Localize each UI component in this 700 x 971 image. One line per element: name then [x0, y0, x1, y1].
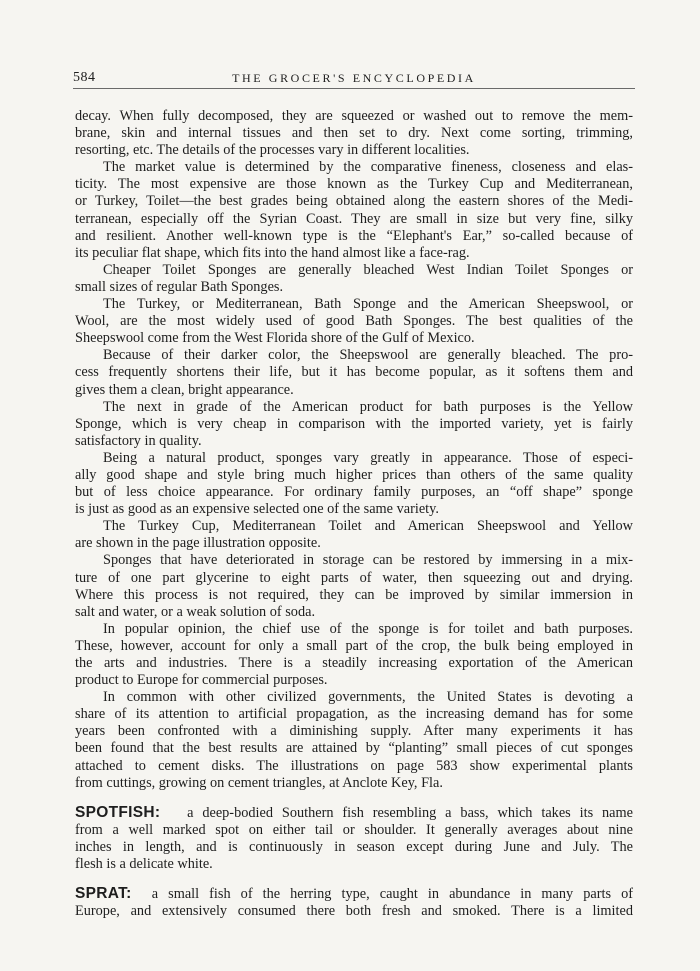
text-line: ticity. The most expensive are those known as the Turkey Cup and Mediterranean,	[75, 176, 633, 193]
text-line: The Turkey Cup, Mediterranean Toilet and American Sheepswool and Yellow	[103, 518, 633, 535]
text-line: product to Europe for commercial purposes.	[75, 672, 328, 689]
text-line: Where this process is not required, they can be improved by similar immersion in	[75, 586, 633, 603]
text-line: Cheaper Toilet Sponges are generally bleached West Indian Toilet Sponges or	[103, 261, 633, 278]
paragraph	[75, 347, 633, 398]
entry-term: SPOTFISH:	[75, 803, 161, 821]
text-line: ture of one part glycerine to eight parts of water, then squeezing out and drying.	[75, 569, 633, 586]
text-line: Because of their darker color, the Sheepswool are generally bleached. The pro-	[103, 347, 633, 364]
text-line: are shown in the page illustration opposite.	[75, 535, 321, 552]
text-line: the arts and industries. There is a steadily increasing exportation of the American	[75, 655, 633, 671]
entry-first-line	[75, 885, 633, 903]
text-line: but of less choice appearance. For ordinary family purposes, an “off shape” sponge	[75, 484, 633, 501]
text-line: from cuttings, growing on cement triangles, at Anclote Key, Fla.	[75, 774, 443, 791]
entry-text: a small fish of the herring type, caught in abundance in many parts of	[151, 886, 633, 903]
paragraph	[75, 159, 633, 262]
paragraph	[75, 552, 633, 620]
paragraph	[75, 621, 633, 689]
entry-term: SPRAT:	[75, 885, 132, 903]
paragraph	[75, 108, 633, 159]
text-line: small sizes of regular Bath Sponges.	[75, 278, 284, 295]
text-line: been found that the best results are attained by “planting” small pieces of cut sponges	[75, 740, 633, 757]
text-line: from a well marked spot on either tail or shoulder. It generally averages about nine	[75, 821, 633, 838]
running-title: THE GROCER'S ENCYCLOPEDIA	[232, 71, 476, 85]
text-line: attached to cement disks. The illustrations on page 583 show experimental plants	[75, 757, 633, 774]
encyclopedia-entry	[75, 804, 633, 873]
text-line: share of its attention to artificial propagation, as the increasing demand has for some	[75, 706, 633, 723]
text-line: decay. When fully decomposed, they are squeezed or washed out to remove the mem-	[75, 108, 633, 124]
text-line: The market value is determined by the comparative fineness, closeness and elas-	[103, 159, 633, 176]
text-line: years been confronted with a diminishing supply. After many experiments it has	[75, 723, 633, 740]
encyclopedia-entry	[75, 885, 633, 920]
text-line: resorting, etc. The details of the processes vary in different localities.	[75, 142, 470, 159]
text-line: brane, skin and internal tissues and then set to dry. Next come sorting, trimming,	[75, 125, 633, 142]
text-line: Europe, and extensively consumed there both fresh and smoked. There is a limited	[75, 903, 633, 920]
text-line: satisfactory in quality.	[75, 432, 202, 449]
paragraph	[75, 450, 633, 518]
entry-text: a deep-bodied Southern fish resembling a bass, which takes its name	[187, 804, 633, 821]
paragraph	[75, 262, 633, 296]
text-line: In popular opinion, the chief use of the sponge is for toilet and bath purposes.	[103, 620, 633, 637]
text-line: cess frequently shortens their life, but it has become popular, as it softens them and	[75, 364, 633, 381]
paragraph	[75, 296, 633, 347]
text-line: Sponges that have deteriorated in storage can be restored by immersing in a mix-	[103, 552, 633, 569]
article-body	[75, 108, 633, 920]
text-line: inches in length, and is continuously in season except during June and July. The	[75, 838, 633, 855]
text-line: salt and water, or a weak solution of soda.	[75, 603, 316, 620]
page-number: 584	[73, 70, 96, 85]
text-line: Being a natural product, sponges vary greatly in appearance. Those of especi-	[103, 449, 633, 466]
text-line: gives them a clean, bright appearance.	[75, 381, 294, 398]
text-line: The Turkey, or Mediterranean, Bath Sponge and the American Sheepswool, or	[103, 296, 633, 313]
text-line: terranean, especially off the Syrian Coast. They are small in size but very fine, silky	[75, 210, 633, 227]
text-line: its peculiar flat shape, which fits into the hand almost like a face-rag.	[75, 244, 470, 261]
text-line: or Turkey, Toilet—the best grades being obtained along the eastern shores of the Medi-	[75, 193, 633, 210]
text-line: flesh is a delicate white.	[75, 856, 213, 873]
text-line: Wool, are the most widely used of good Bath Sponges. The best qualities of the	[75, 313, 633, 330]
text-line: The next in grade of the American product for bath purposes is the Yellow	[103, 398, 633, 415]
text-line: Sponge, which is very cheap in comparison with the imported variety, yet is fairly	[75, 415, 633, 432]
text-line: In common with other civilized governments, the United States is devoting a	[103, 689, 633, 706]
text-line: These, however, account for only a small part of the crop, the bulk being employed in	[75, 637, 633, 654]
text-line: and resilient. Another well-known type is the “Elephant's Ear,” so-called because of	[75, 227, 633, 244]
text-line: is just as good as an expensive selected one of the same variety.	[75, 501, 439, 518]
page-header	[73, 70, 635, 89]
paragraph	[75, 518, 633, 552]
text-line: ally good shape and style bring much higher prices than others of the same quality	[75, 466, 633, 483]
text-line: Sheepswool come from the West Florida shore of the Gulf of Mexico.	[75, 330, 475, 347]
paragraph	[75, 399, 633, 450]
entry-first-line	[75, 804, 633, 822]
paragraph	[75, 689, 633, 792]
